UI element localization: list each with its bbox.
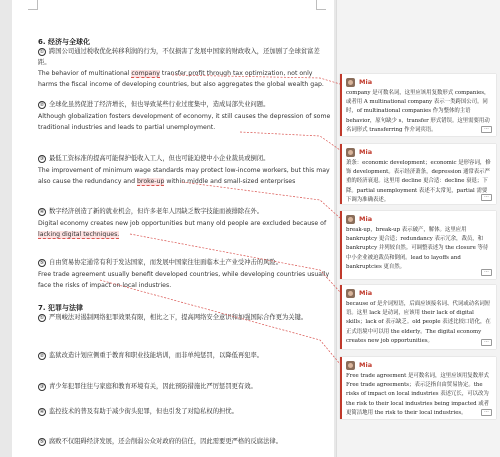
comment-card[interactable] xyxy=(340,74,496,136)
paragraph-7-cn: ② 监狱改造计划应侧重于教育和职业技能培训，而非单纯惩罚，以降低再犯率。 xyxy=(39,352,264,359)
number-10-icon: ⑤ xyxy=(39,439,45,445)
more-options-icon[interactable]: ··· xyxy=(481,126,492,133)
avatar xyxy=(346,215,355,224)
comment-card[interactable] xyxy=(340,357,496,419)
section-7-title: 7. 犯罪与法律 xyxy=(38,304,83,312)
paragraph-6-cn: ① 严刑峻法对遏制网络犯罪效果有限，相比之下，提高网络安全意识和加强国际合作更为关键。 xyxy=(39,314,308,321)
paragraph-4-en: Digital economy creates new job opportunities but many old people are excluded because of lacking digital techniques. xyxy=(38,220,327,238)
paragraph-8-cn: ③ 青少年犯罪往往与家庭和教育环境有关，因此预防措施比严厉惩罚更有效。 xyxy=(39,383,257,390)
paragraph-3-cn: ③ 最低工资标准的提高可能保护低收入工人，但也可能迫使中小企业裁员或倒闭。 xyxy=(39,155,270,162)
comment-author: Mia xyxy=(359,215,373,223)
number-8-icon: ③ xyxy=(39,384,45,390)
number-6-icon: ① xyxy=(39,315,45,321)
highlight-broke-up[interactable]: broke-up xyxy=(137,177,165,185)
number-2-icon: ② xyxy=(39,102,45,108)
comment-text: because of 是介词短语，后面应该接名词、代词或动名词短语。这里 lack 是动词，应该用 their lack of digital skills；lack of 表示缺乏。old people 表述比较口语化，在正式语境中可以用 the elderly。The digital economy creates new job opportunities。 xyxy=(346,301,491,344)
comment-card[interactable] xyxy=(340,285,496,349)
comment-author: Mia xyxy=(359,78,373,86)
comment-text: company 是可数名词，这里应该用复数形式 companies，或者用 A multinational company 表示一类跨国公司。同时，of multinational companies 作为整体的主语 behavior，原句缺少 s，transfer 形式错误。这里需要用动名词形式 transferring 作介词宾语。 xyxy=(346,90,490,133)
number-1-icon: ① xyxy=(39,49,45,55)
paragraph-10-cn: ⑤ 腐败不仅阻碍经济发展，还会削弱公众对政府的信任，因此需要更严格的反腐法律。 xyxy=(39,438,282,445)
avatar xyxy=(346,289,355,298)
comment-text: 萧条：economic development；economic 是形容词，修饰 development。表示经济萧条，depression 通常表示严重的经济衰退。这里用 decline 更合适：decline 衰退；下降。partial unemployment 表述不太常见，partial 需要下调为准确表述。 xyxy=(346,160,491,203)
number-3-icon: ③ xyxy=(39,156,45,162)
crop-mark-top-right xyxy=(316,0,326,10)
more-options-icon[interactable]: ··· xyxy=(481,194,492,201)
comment-author: Mia xyxy=(359,289,373,297)
paragraph-1-en: The behavior of multinational company transfer profit through tax optimization, not only harms the fiscal income of developing countries, but also aggregates the global wealth gap. xyxy=(38,70,324,88)
comment-text: break-up，break-up 表示破产，解体。这里应用 bankruptcy 更合适；redundancy 表示冗余，裁员，和 bankruptcy 并列较自然。可调整表述为 the closure 等待中小企业被迫裁员和倒闭。lead to layoffs and bankruptcies 更自然。 xyxy=(346,227,489,270)
paragraph-1-cn: ① 跨国公司通过税收优化转移利润的行为，不仅损害了发展中国家的财政收入，还加剧了全球贫富差距。 xyxy=(38,48,320,66)
section-6-title: 6. 经济与全球化 xyxy=(38,38,90,46)
comment-text: Free trade agreement 是可数名词，这里应该用复数形式 Free trade agreements；表示泛指自由贸易协定。the risks of impact on local industries 表述冗长，可以改为 the risk to their local industries being impacted 或者更简洁地用 the risk to their local industries。 xyxy=(346,373,490,416)
comment-card[interactable] xyxy=(340,211,496,279)
highlight-company[interactable]: company xyxy=(131,70,160,77)
number-5-icon: ⑤ xyxy=(39,260,45,266)
paragraph-5-en: Free trade agreement usually benefit developed countries, while developing countries usually face the risks of impact on local industries. xyxy=(38,271,330,289)
avatar xyxy=(346,148,355,157)
paragraph-9-cn: ④ 监控技术的普及有助于减少街头犯罪，但也引发了对隐私权的担忧。 xyxy=(39,408,238,415)
paragraph-4-cn: ④ 数字经济创造了新的就业机会，但许多老年人因缺乏数字技能而被排除在外。 xyxy=(39,208,264,215)
paragraph-2-en: Although globalization fosters development of economy, it still causes the depression of some traditional industries and leads to partial unemployment. xyxy=(38,113,331,131)
paragraph-5-cn: ⑤ 自由贸易协定通常有利于发达国家，而发展中国家往往面临本土产业受冲击的风险。 xyxy=(39,259,282,266)
paragraph-2-cn: ② 全球化虽然促进了经济增长，但也导致某些行业过度集中，造成局部失业问题。 xyxy=(39,101,270,108)
number-7-icon: ② xyxy=(39,353,45,359)
more-options-icon[interactable]: ··· xyxy=(481,269,492,276)
crop-mark-top-left xyxy=(28,0,38,10)
number-9-icon: ④ xyxy=(39,409,45,415)
comment-author: Mia xyxy=(359,148,373,156)
more-options-icon[interactable]: ··· xyxy=(481,409,492,416)
more-options-icon[interactable]: ··· xyxy=(481,339,492,346)
comment-card[interactable] xyxy=(340,144,496,204)
number-4-icon: ④ xyxy=(39,209,45,215)
highlight-lacking-digital-techniques[interactable]: lacking digital techniques. xyxy=(38,230,120,238)
comment-author: Mia xyxy=(359,361,373,369)
paragraph-3-en: The improvement of minimum wage standards may protect low-income workers, but this may also cause the redundancy and broke-up within middle and small-sized enterprises xyxy=(38,167,330,185)
avatar xyxy=(346,361,355,370)
avatar xyxy=(346,78,355,87)
